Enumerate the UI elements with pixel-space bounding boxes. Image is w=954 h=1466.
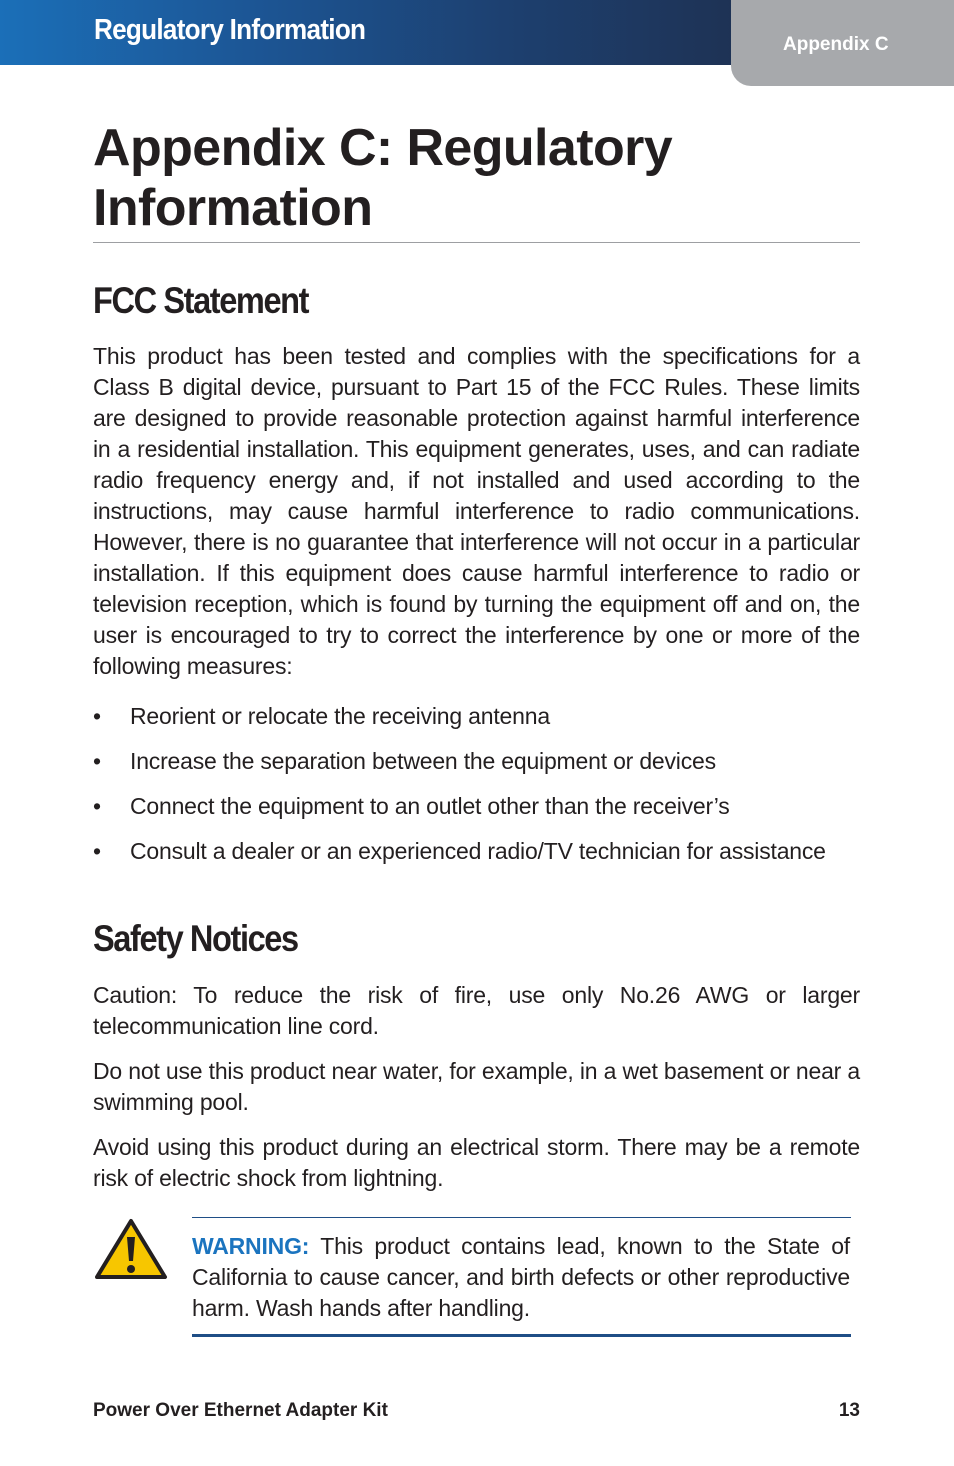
bullet-icon: •	[93, 793, 101, 819]
list-item	[93, 746, 860, 777]
safety-caution-paragraph: Caution: To reduce the risk of fire, use only No.26 AWG or larger telecommunication line cord.	[93, 982, 860, 1039]
bullet-icon: •	[93, 748, 101, 774]
fcc-statement-paragraph: This product has been tested and complies with the specifications for a Class B digital device, pursuant to Part 15 of the FCC Rules. These limits are designed to provide reasonable protection against harmful interference in a residential installation. This equipment generates, uses, and can radiate radio frequency energy and, if not installed and used according to the instructions, may cause harmful interference to radio communications. However, there is no guarantee that interference will not occur in a particular installation. If this equipment does cause harmful interference to radio or television reception, which is found by turning the equipment off and on, the user is encouraged to try to correct the interference by one or more of the following measures:	[93, 343, 860, 679]
list-item	[93, 836, 860, 867]
list-item-text: Increase the separation between the equipment or devices	[130, 748, 716, 774]
appendix-tab-label: Appendix C	[783, 34, 889, 55]
warning-triangle-icon	[93, 1217, 169, 1281]
warning-body: This product contains lead, known to the State of California to cause cancer, and birth defects or other reproductive harm. Wash hands after handling.	[192, 1233, 850, 1321]
bullet-icon: •	[93, 838, 101, 864]
fcc-measures-list	[93, 701, 860, 881]
warning-text	[192, 1231, 850, 1324]
page-title: Appendix C: Regulatory Information	[93, 119, 673, 237]
safety-notices-heading: Safety Notices	[93, 918, 298, 959]
bullet-icon: •	[93, 703, 101, 729]
fcc-statement-heading: FCC Statement	[93, 280, 309, 321]
safety-water-paragraph: Do not use this product near water, for example, in a wet basement or near a swimming pool.	[93, 1058, 860, 1115]
footer-product-name: Power Over Ethernet Adapter Kit	[93, 1400, 388, 1421]
title-divider	[93, 242, 860, 243]
list-item	[93, 791, 860, 822]
warning-label: WARNING:	[192, 1233, 310, 1259]
list-item	[93, 701, 860, 732]
safety-storm-paragraph: Avoid using this product during an electrical storm. There may be a remote risk of electric shock from lightning.	[93, 1134, 860, 1191]
list-item-text: Consult a dealer or an experienced radio/TV technician for assistance	[130, 838, 826, 864]
list-item-text: Connect the equipment to an outlet other than the receiver’s	[130, 793, 730, 819]
list-item-text: Reorient or relocate the receiving antenna	[130, 703, 550, 729]
page-number: 13	[838, 1400, 860, 1421]
header-section-title: Regulatory Information	[94, 14, 366, 46]
